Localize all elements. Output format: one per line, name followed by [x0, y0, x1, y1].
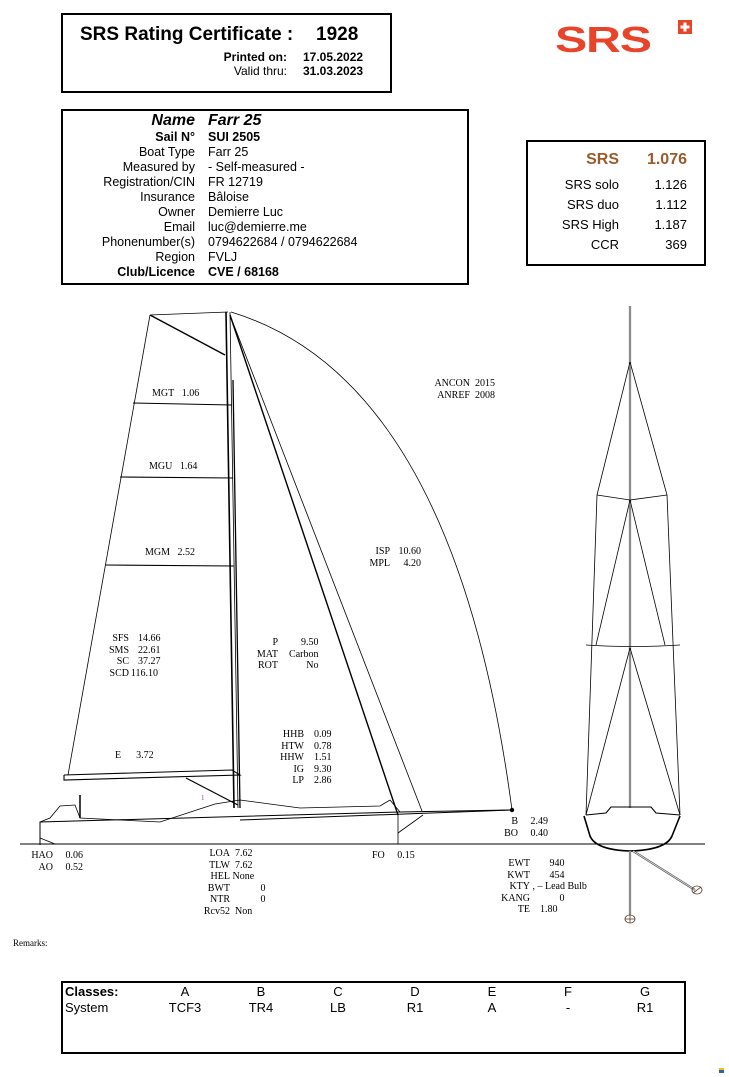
- classes-header-row: Classes: A B C D E F G: [65, 984, 651, 999]
- rating-panel: SRS 1.076 SRS solo 1.126 SRS duo 1.112 SRS High 1.187 CCR 369: [526, 140, 706, 266]
- boat-name: Farr 25: [208, 112, 262, 129]
- measure-mgm: MGM 2.52: [145, 547, 196, 558]
- flag-icon: [719, 1068, 724, 1073]
- measure-hull: LOA 7.62 TLW 7.62 HEL None BWT 0 NTR 0 Rcv52 Non: [203, 848, 266, 917]
- info-row-insurance: Insurance Bâloise: [140, 190, 249, 204]
- measure-keel: EWT 940 KWT 454 KTY , – Lead Bulb KANG 0 TE 1.80: [501, 858, 587, 915]
- info-row-boat-type: Boat Type Farr 25: [138, 145, 249, 159]
- info-row-club-licence: Club/Licence CVE / 68168: [117, 265, 279, 279]
- info-row-email: Email luc@demierre.me: [163, 220, 307, 234]
- measure-isp-mpl: ISP 10.60 MPL 4.20: [369, 546, 421, 569]
- printed-on-label: Printed on:: [223, 50, 287, 64]
- info-row-region: Region FVLJ: [155, 250, 238, 264]
- measure-mgt: MGT 1.06: [152, 388, 200, 399]
- srs-value: 1.076: [646, 151, 687, 168]
- svg-text:1: 1: [201, 794, 205, 802]
- measure-fo: FO 0.15: [372, 850, 415, 861]
- certificate-title: SRS Rating Certificate :: [80, 24, 294, 45]
- valid-thru-date: 31.03.2023: [303, 64, 364, 78]
- measure-ancon-anref: ANCON 2015 ANREF 2008: [434, 378, 495, 401]
- printed-on-date: 17.05.2022: [303, 50, 364, 64]
- measure-b-bo: B 2.49 BO 0.40: [504, 816, 548, 839]
- certificate-number: 1928: [316, 24, 359, 45]
- valid-thru-label: Valid thru:: [233, 64, 287, 78]
- remarks-label: Remarks:: [13, 938, 48, 948]
- info-row-measured-by: Measured by - Self-measured -: [122, 160, 305, 174]
- measure-e: E 3.72: [115, 750, 154, 761]
- info-row-sail-number: Sail N° SUI 2505: [155, 130, 261, 144]
- info-row-owner: Owner Demierre Luc: [158, 205, 284, 219]
- classes-system-row: System TCF3 TR4 LB R1 A - R1: [65, 1000, 654, 1015]
- info-row-phone: Phonenumber(s) 0794622684 / 0794622684: [101, 235, 358, 249]
- info-row-registration: Registration/CIN FR 12719: [103, 175, 263, 189]
- logo-text: SRS: [555, 20, 651, 60]
- measure-hao-ao: HAO 0.06 AO 0.52: [31, 850, 83, 873]
- measure-mast: P 9.50 MAT Carbon ROT No: [256, 637, 319, 671]
- classes-table: [61, 981, 686, 1054]
- info-row-name: Name Farr 25: [151, 112, 262, 129]
- measure-mgu: MGU 1.64: [149, 461, 198, 472]
- measure-sail-areas: SFS 14.66 SMS 22.61 SC 37.27 SCD 116.10: [108, 633, 161, 679]
- measure-rigging: HHB 0.09 HTW 0.78 HHW 1.51 IG 9.30 LP 2.86: [280, 729, 332, 786]
